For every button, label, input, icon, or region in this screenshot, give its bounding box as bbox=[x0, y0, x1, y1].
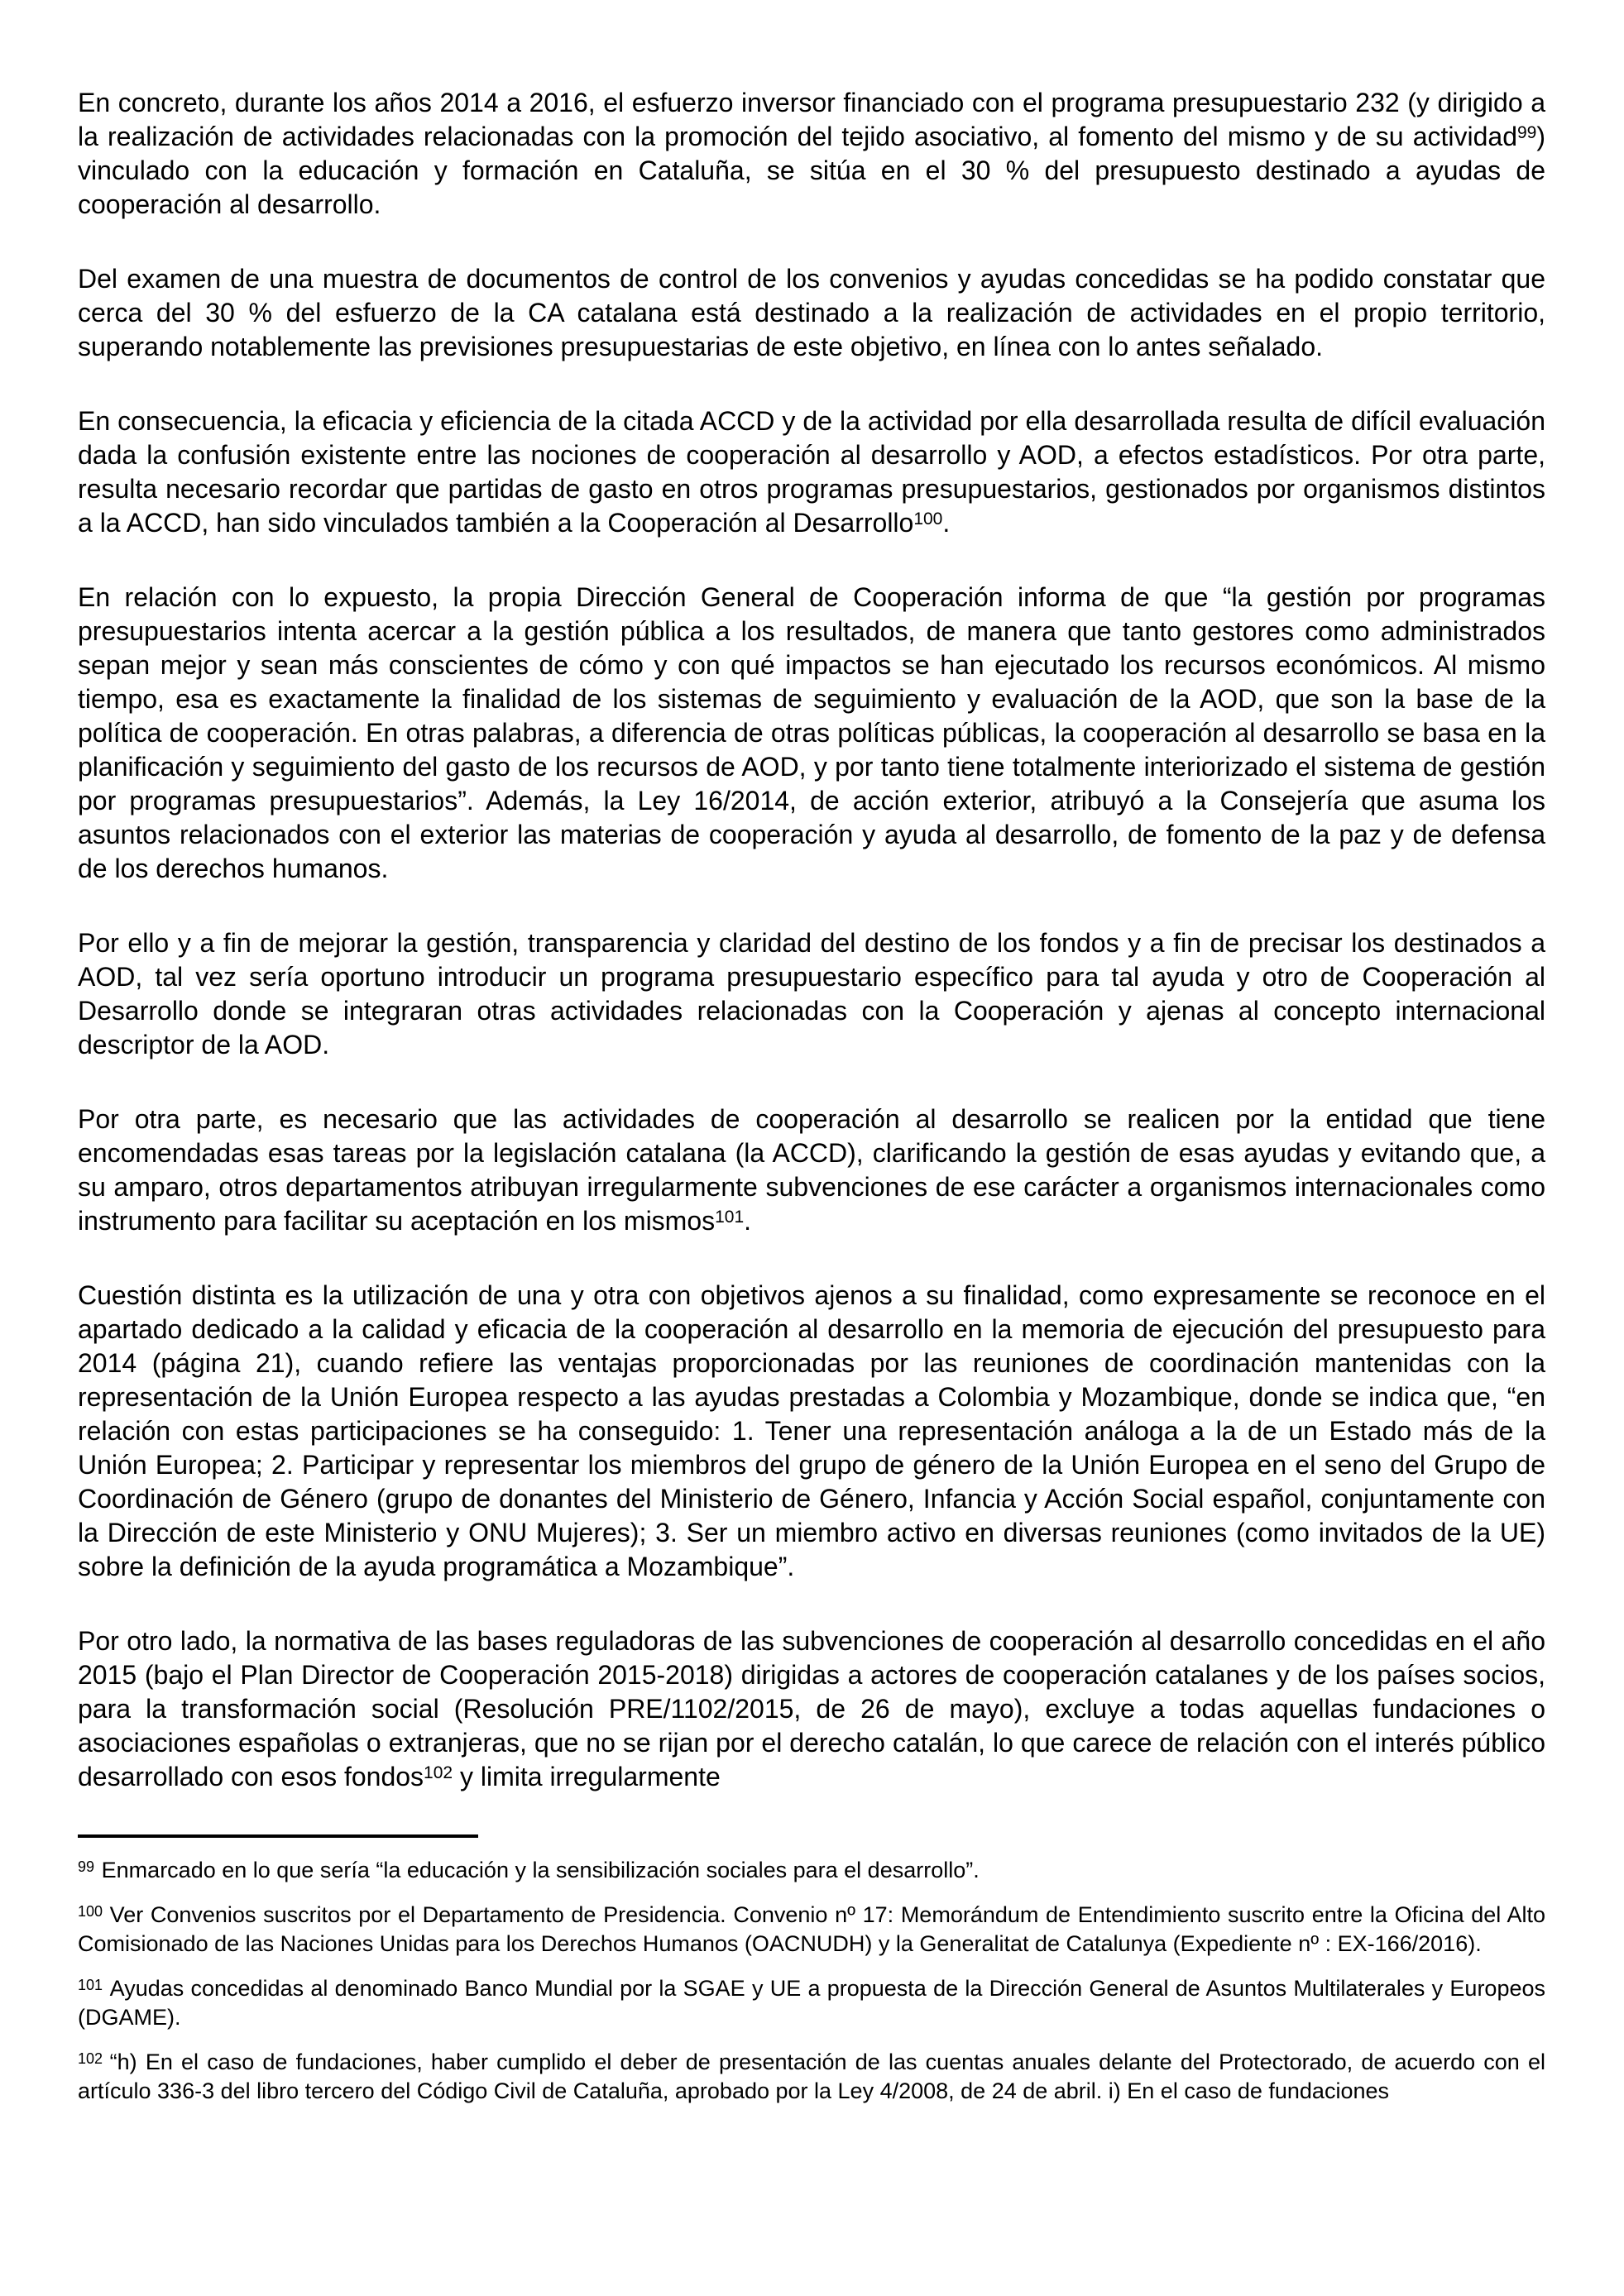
footnote-ref: 100 bbox=[913, 509, 943, 529]
footnote bbox=[78, 2048, 1545, 2106]
footnote-number: 101 bbox=[78, 1976, 103, 1993]
paragraph-text: Cuestión distinta es la utilización de una y otra con objetivos ajenos a su finalidad, como expresamente se reconoce en el apartado dedicado a la calidad y eficacia de la cooperación al desarrollo en la memoria de ejecución del presupuesto para 2014 (página 21), cuando refiere las ventajas proporcionadas por las reuniones de coordinación mantenidas con la representación de la Unión Europea respecto a las ayudas prestadas a Colombia y Mozambique, donde se indica que, “en relación con estas participaciones se ha conseguido: 1. Tener una representación análoga a la de un Estado más de la Unión Europea; 2. Participar y representar los miembros del grupo de género de la Unión Europea en el seno del Grupo de Coordinación de Género (grupo de donantes del Ministerio de Género, Infancia y Acción Social español, conjuntamente con la Dirección de este Ministerio y ONU Mujeres); 3. Ser un miembro activo en diversas reuniones (como invitados de la UE) sobre la definición de la ayuda programática a Mozambique”. bbox=[78, 1280, 1545, 1581]
paragraph bbox=[78, 581, 1545, 886]
footnote-text: Enmarcado en lo que sería “la educación y la sensibilización sociales para el desarrollo”. bbox=[101, 1858, 980, 1882]
footnote-text: Ayudas concedidas al denominado Banco Mundial por la SGAE y UE a propuesta de la Dirección General de Asuntos Multilaterales y Europeos (DGAME). bbox=[78, 1976, 1545, 2030]
paragraph-text: . bbox=[942, 508, 951, 538]
footnote-number: 100 bbox=[78, 1902, 103, 1920]
paragraph-text: y limita irregularmente bbox=[453, 1762, 721, 1791]
paragraph bbox=[78, 1279, 1545, 1584]
paragraph-text: En relación con lo expuesto, la propia Dirección General de Cooperación informa de que “la gestión por programas presupuestarios intenta acercar a la gestión pública a los resultados, de manera que tanto gestores como administrados sepan mejor y sean más conscientes de cómo y con qué impactos se han ejecutado los recursos económicos. Al mismo tiempo, esa es exactamente la finalidad de los sistemas de seguimiento y evaluación de la AOD, que son la base de la política de cooperación. En otras palabras, a diferencia de otras políticas públicas, la cooperación al desarrollo se basa en la planificación y seguimiento del gasto de los recursos de AOD, y por tanto tiene totalmente interiorizado el sistema de gestión por programas presupuestarios”. Además, la Ley 16/2014, de acción exterior, atribuyó a la Consejería que asuma los asuntos relacionados con el exterior las materias de cooperación y ayuda al desarrollo, de fomento de la paz y de defensa de los derechos humanos. bbox=[78, 582, 1545, 883]
paragraph bbox=[78, 1103, 1545, 1238]
footnotes-list bbox=[78, 1856, 1545, 2106]
paragraph-text: Por otra parte, es necesario que las actividades de cooperación al desarrollo se realicen por la entidad que tiene encomendadas esas tareas por la legislación catalana (la ACCD), clarificando la gestión de esas ayudas y evitando que, a su amparo, otros departamentos atribuyan irregularmente subvenciones de ese carácter a organismos internacionales como instrumento para facilitar su aceptación en los mismos bbox=[78, 1104, 1545, 1236]
footnote bbox=[78, 1901, 1545, 1959]
paragraph bbox=[78, 86, 1545, 222]
footnote-ref: 102 bbox=[424, 1763, 453, 1782]
paragraph bbox=[78, 1624, 1545, 1794]
footnote-ref: 99 bbox=[1516, 122, 1537, 142]
footnotes-section bbox=[78, 1834, 1545, 2106]
paragraph-text: ) vinculado con la educación y formación en Cataluña, se sitúa en el 30 % del presupuesto destinado a ayudas de cooperación al desarrollo. bbox=[78, 122, 1545, 219]
paragraph bbox=[78, 926, 1545, 1062]
footnote-text: “h) En el caso de fundaciones, haber cumplido el deber de presentación de las cuentas anuales delante del Protectorado, de acuerdo con el artículo 336-3 del libro tercero del Código Civil de Cataluña, aprobado por la Ley 4/2008, de 24 de abril. i) En el caso de fundaciones bbox=[78, 2050, 1545, 2103]
footnote-number: 102 bbox=[78, 2050, 103, 2067]
paragraph-text: Del examen de una muestra de documentos de control de los convenios y ayudas concedidas se ha podido constatar que cerca del 30 % del esfuerzo de la CA catalana está destinado a la realización de actividades en el propio territorio, superando notablemente las previsiones presupuestarias de este objetivo, en línea con lo antes señalado. bbox=[78, 264, 1545, 361]
footnote-ref: 101 bbox=[715, 1207, 745, 1227]
footnote-separator bbox=[78, 1834, 478, 1838]
paragraph-text: Por ello y a fin de mejorar la gestión, transparencia y claridad del destino de los fondos y a fin de precisar los destinados a AOD, tal vez sería oportuno introducir un programa presupuestario específico para tal ayuda y otro de Cooperación al Desarrollo donde se integraran otras actividades relacionadas con la Cooperación y ajenas al concepto internacional descriptor de la AOD. bbox=[78, 928, 1545, 1060]
footnote bbox=[78, 1974, 1545, 2032]
paragraph-text: En consecuencia, la eficacia y eficiencia de la citada ACCD y de la actividad por ella desarrollada resulta de difícil evaluación dada la confusión existente entre las nociones de cooperación al desarrollo y AOD, a efectos estadísticos. Por otra parte, resulta necesario recordar que partidas de gasto en otros programas presupuestarios, gestionados por organismos distintos a la ACCD, han sido vinculados también a la Cooperación al Desarrollo bbox=[78, 406, 1545, 538]
paragraph bbox=[78, 262, 1545, 364]
paragraph-text: Por otro lado, la normativa de las bases reguladoras de las subvenciones de cooperación al desarrollo concedidas en el año 2015 (bajo el Plan Director de Cooperación 2015-2018) dirigidas a actores de cooperación catalanes y de los países socios, para la transformación social (Resolución PRE/1102/2015, de 26 de mayo), excluye a todas aquellas fundaciones o asociaciones españolas o extranjeras, que no se rijan por el derecho catalán, lo que carece de relación con el interés público desarrollado con esos fondos bbox=[78, 1626, 1545, 1791]
footnote bbox=[78, 1856, 1545, 1885]
footnote-number: 99 bbox=[78, 1858, 95, 1875]
paragraph-text: . bbox=[744, 1206, 752, 1236]
paragraph-text: En concreto, durante los años 2014 a 2016, el esfuerzo inversor financiado con el programa presupuestario 232 (y dirigido a la realización de actividades relacionadas con la promoción del tejido asociativo, al fomento del mismo y de su actividad bbox=[78, 88, 1545, 151]
document-body bbox=[78, 86, 1545, 1794]
footnote-text: Ver Convenios suscritos por el Departamento de Presidencia. Convenio nº 17: Memorándum de Entendimiento suscrito entre la Oficina del Alto Comisionado de las Naciones Unidas para los Derechos Humanos (OACNUDH) y la Generalitat de Catalunya (Expediente nº : EX-166/2016). bbox=[78, 1902, 1545, 1956]
paragraph bbox=[78, 404, 1545, 540]
